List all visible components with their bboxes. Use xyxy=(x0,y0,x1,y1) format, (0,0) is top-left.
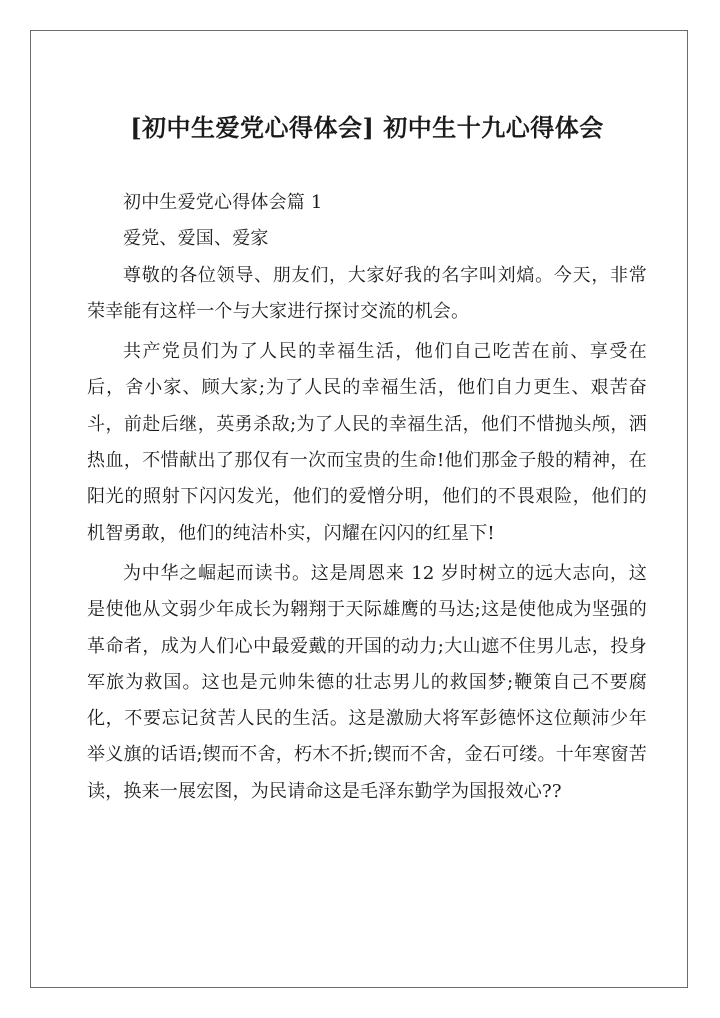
document-body xyxy=(87,108,647,810)
document-title: [初中生爱党心得体会] 初中生十九心得体会 xyxy=(130,113,604,142)
section-heading: 初中生爱党心得体会篇 1 xyxy=(123,192,323,213)
paragraph-party-members: 共产党员们为了人民的幸福生活，他们自己吃苦在前、享受在后，舍小家、顾大家;为了人民的幸福生活，他们自力更生、艰苦奋斗，前赴后继，英勇杀敌;为了人民的幸福生活，他们不惜抛头颅，洒热血，不惜献出了那仅有一次而宝贵的生命!他们那金子般的精神，在阳光的照射下闪闪发光，他们的爱憎分明，他们的不畏艰险，他们的机智勇敢，他们的纯洁朴实，闪耀在闪闪的红星下! xyxy=(87,341,647,544)
paragraph-greeting: 尊敬的各位领导、朋友们，大家好我的名字叫刘熇。今天，非常荣幸能有这样一个与大家进行探讨交流的机会。 xyxy=(87,264,647,322)
paragraph-study-for-china: 为中华之崛起而读书。这是周恩来 12 岁时树立的远大志向，这是使他从文弱少年成长为翱翔于天际雄鹰的马达;这是使他成为坚强的革命者，成为人们心中最爱戴的开国的动力;大山遮不住男儿志，投身军旅为救国。这也是元帅朱德的壮志男儿的救国梦;鞭策自己不要腐化，不要忘记贫苦人民的生活。这是激励大将军彭德怀这位颠沛少年举义旗的话语;锲而不舍，朽木不折;锲而不舍，金石可缕。十年寒窗苦读，换来一展宏图，为民请命这是毛泽东勤学为国报效心?? xyxy=(87,562,647,802)
theme-line: 爱党、爱国、爱家 xyxy=(123,228,269,250)
